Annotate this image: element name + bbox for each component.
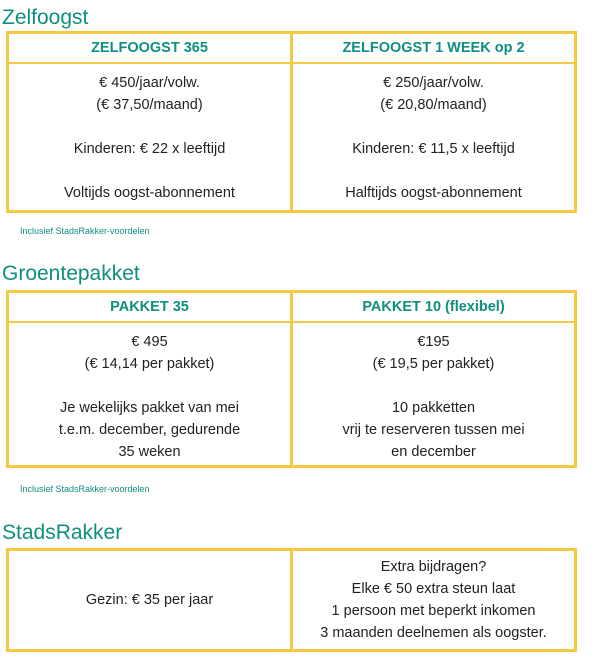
zelfoogst-365-monthly: (€ 37,50/maand) [96,97,203,113]
stadsrakker-extra-line-3: 1 persoon met beperkt inkomen [331,603,536,619]
stadsrakker-gezin-price: Gezin: € 35 per jaar [85,592,214,608]
pakket-10-header: PAKKET 10 (flexibel) [293,293,574,323]
pakket-10-price: €195 [417,334,450,350]
zelfoogst-note: Inclusief StadsRakker-voordelen [20,226,150,236]
pakket-35-desc-2: t.e.m. december, gedurende [58,422,241,438]
stadsrakker-left-column [9,551,290,649]
pakket-35-header: PAKKET 35 [9,293,290,323]
pakket-35-per: (€ 14,14 per pakket) [84,356,215,372]
pakket-35-price: € 495 [131,334,168,350]
pakket-10-desc-2: vrij te reserveren tussen mei [342,422,525,438]
zelfoogst-week-header: ZELFOOGST 1 WEEK op 2 [293,34,574,64]
pakket-10-desc-3: en december [391,444,476,460]
zelfoogst-365-kids: Kinderen: € 22 x leeftijd [73,141,226,157]
zelfoogst-week-monthly: (€ 20,80/maand) [380,97,487,113]
groentepakket-note: Inclusief StadsRakker-voordelen [20,484,150,494]
stadsrakker-extra-line-4: 3 maanden deelnemen als oogster. [320,625,547,641]
zelfoogst-week-price: € 250/jaar/volw. [383,75,484,91]
zelfoogst-365-desc: Voltijds oogst-abonnement [64,185,235,201]
stadsrakker-extra-line-1: Extra bijdragen? [380,559,487,575]
zelfoogst-365-price: € 450/jaar/volw. [99,75,200,91]
stadsrakker-table [6,548,577,652]
zelfoogst-week-desc: Halftijds oogst-abonnement [345,185,522,201]
groentepakket-table [6,290,577,468]
zelfoogst-week-column [290,34,574,210]
zelfoogst-365-column [9,34,290,210]
pakket-10-column [290,293,574,465]
pakket-10-per: (€ 19,5 per pakket) [372,356,495,372]
section-title-stadsrakker: StadsRakker [2,521,123,544]
section-title-groentepakket: Groentepakket [2,262,140,285]
section-title-zelfoogst: Zelfoogst [2,6,89,29]
pakket-35-desc-1: Je wekelijks pakket van mei [60,400,239,416]
zelfoogst-week-kids: Kinderen: € 11,5 x leeftijd [352,141,515,157]
zelfoogst-table [6,31,577,213]
pakket-10-desc-1: 10 pakketten [391,400,476,416]
pakket-35-column [9,293,290,465]
stadsrakker-right-column [290,551,574,649]
zelfoogst-365-header: ZELFOOGST 365 [9,34,290,64]
stadsrakker-extra-line-2: Elke € 50 extra steun laat [351,581,516,597]
pakket-35-desc-3: 35 weken [118,444,181,460]
